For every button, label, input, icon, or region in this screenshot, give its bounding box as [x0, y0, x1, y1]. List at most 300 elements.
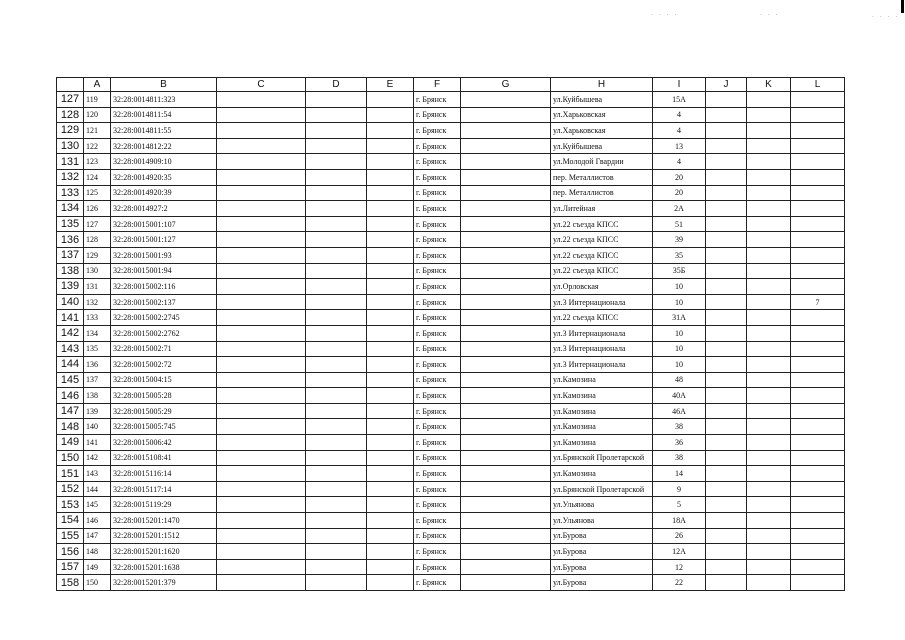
cell-k[interactable]	[747, 169, 791, 185]
cell-i[interactable]: 12	[653, 559, 706, 575]
cell-c[interactable]	[217, 247, 306, 263]
cell-f[interactable]: г. Брянск	[414, 185, 461, 201]
cell-i[interactable]: 35	[653, 247, 706, 263]
cell-h[interactable]: ул.Камозина	[551, 403, 653, 419]
cell-b[interactable]: 32:28:0015116:14	[111, 466, 217, 482]
cell-a[interactable]: 139	[84, 403, 111, 419]
row-number[interactable]: 152	[57, 481, 84, 497]
cell-d[interactable]	[306, 435, 367, 451]
cell-e[interactable]	[367, 279, 414, 295]
cell-l[interactable]	[791, 528, 845, 544]
cell-d[interactable]	[306, 154, 367, 170]
row-number[interactable]: 153	[57, 497, 84, 513]
cell-f[interactable]: г. Брянск	[414, 169, 461, 185]
cell-j[interactable]	[706, 544, 747, 560]
cell-j[interactable]	[706, 435, 747, 451]
cell-j[interactable]	[706, 201, 747, 217]
cell-h[interactable]: ул.Бурова	[551, 544, 653, 560]
cell-l[interactable]	[791, 341, 845, 357]
cell-e[interactable]	[367, 123, 414, 139]
row-number[interactable]: 155	[57, 528, 84, 544]
cell-a[interactable]: 129	[84, 247, 111, 263]
row-number[interactable]: 127	[57, 92, 84, 108]
cell-h[interactable]: ул.Камозина	[551, 419, 653, 435]
cell-g[interactable]	[461, 138, 551, 154]
cell-k[interactable]	[747, 247, 791, 263]
cell-k[interactable]	[747, 185, 791, 201]
cell-c[interactable]	[217, 403, 306, 419]
cell-k[interactable]	[747, 388, 791, 404]
cell-e[interactable]	[367, 357, 414, 373]
cell-l[interactable]	[791, 419, 845, 435]
cell-b[interactable]: 32:28:0015201:1638	[111, 559, 217, 575]
cell-f[interactable]: г. Брянск	[414, 232, 461, 248]
cell-e[interactable]	[367, 388, 414, 404]
cell-j[interactable]	[706, 419, 747, 435]
cell-e[interactable]	[367, 435, 414, 451]
cell-j[interactable]	[706, 497, 747, 513]
row-number[interactable]: 135	[57, 216, 84, 232]
cell-i[interactable]: 18А	[653, 513, 706, 529]
cell-e[interactable]	[367, 513, 414, 529]
cell-e[interactable]	[367, 497, 414, 513]
cell-g[interactable]	[461, 559, 551, 575]
cell-h[interactable]: ул.Куйбышева	[551, 92, 653, 108]
cell-l[interactable]	[791, 154, 845, 170]
cell-k[interactable]	[747, 310, 791, 326]
row-number[interactable]: 128	[57, 107, 84, 123]
cell-h[interactable]: ул.Камозина	[551, 388, 653, 404]
cell-g[interactable]	[461, 403, 551, 419]
cell-e[interactable]	[367, 575, 414, 591]
cell-l[interactable]	[791, 559, 845, 575]
cell-i[interactable]: 20	[653, 185, 706, 201]
cell-l[interactable]	[791, 575, 845, 591]
cell-l[interactable]	[791, 357, 845, 373]
cell-a[interactable]: 147	[84, 528, 111, 544]
cell-g[interactable]	[461, 419, 551, 435]
cell-h[interactable]: ул.Молодой Гвардии	[551, 154, 653, 170]
cell-i[interactable]: 10	[653, 357, 706, 373]
cell-k[interactable]	[747, 513, 791, 529]
cell-h[interactable]: ул.Бурова	[551, 528, 653, 544]
cell-l[interactable]	[791, 247, 845, 263]
cell-h[interactable]: ул.3 Интернационала	[551, 341, 653, 357]
cell-g[interactable]	[461, 169, 551, 185]
cell-j[interactable]	[706, 450, 747, 466]
cell-b[interactable]: 32:28:0015002:71	[111, 341, 217, 357]
cell-i[interactable]: 14	[653, 466, 706, 482]
cell-b[interactable]: 32:28:0014811:323	[111, 92, 217, 108]
cell-f[interactable]: г. Брянск	[414, 201, 461, 217]
cell-d[interactable]	[306, 294, 367, 310]
cell-c[interactable]	[217, 466, 306, 482]
cell-h[interactable]: ул.Харьковская	[551, 107, 653, 123]
cell-d[interactable]	[306, 325, 367, 341]
cell-d[interactable]	[306, 310, 367, 326]
cell-i[interactable]: 22	[653, 575, 706, 591]
cell-b[interactable]: 32:28:0015119:29	[111, 497, 217, 513]
row-number[interactable]: 129	[57, 123, 84, 139]
row-number[interactable]: 147	[57, 403, 84, 419]
cell-b[interactable]: 32:28:0015004:15	[111, 372, 217, 388]
cell-j[interactable]	[706, 481, 747, 497]
cell-i[interactable]: 10	[653, 279, 706, 295]
cell-c[interactable]	[217, 169, 306, 185]
cell-g[interactable]	[461, 372, 551, 388]
cell-f[interactable]: г. Брянск	[414, 435, 461, 451]
column-header-g[interactable]: G	[461, 78, 551, 92]
cell-h[interactable]: ул.Харьковская	[551, 123, 653, 139]
cell-k[interactable]	[747, 92, 791, 108]
cell-b[interactable]: 32:28:0015002:2745	[111, 310, 217, 326]
column-header-l[interactable]: L	[791, 78, 845, 92]
cell-l[interactable]	[791, 388, 845, 404]
cell-c[interactable]	[217, 528, 306, 544]
cell-e[interactable]	[367, 107, 414, 123]
cell-e[interactable]	[367, 419, 414, 435]
cell-b[interactable]: 32:28:0015001:107	[111, 216, 217, 232]
cell-i[interactable]: 4	[653, 107, 706, 123]
cell-l[interactable]	[791, 497, 845, 513]
row-number[interactable]: 146	[57, 388, 84, 404]
cell-g[interactable]	[461, 575, 551, 591]
cell-b[interactable]: 32:28:0015002:116	[111, 279, 217, 295]
cell-i[interactable]: 12А	[653, 544, 706, 560]
cell-h[interactable]: ул.Брянской Пролетарской	[551, 481, 653, 497]
cell-f[interactable]: г. Брянск	[414, 294, 461, 310]
cell-f[interactable]: г. Брянск	[414, 481, 461, 497]
cell-k[interactable]	[747, 216, 791, 232]
cell-h[interactable]: ул.Ульянова	[551, 513, 653, 529]
cell-i[interactable]: 35Б	[653, 263, 706, 279]
cell-b[interactable]: 32:28:0015005:745	[111, 419, 217, 435]
cell-h[interactable]: ул.22 съезда КПСС	[551, 263, 653, 279]
cell-b[interactable]: 32:28:0015108:41	[111, 450, 217, 466]
cell-b[interactable]: 32:28:0015005:29	[111, 403, 217, 419]
cell-e[interactable]	[367, 247, 414, 263]
cell-f[interactable]: г. Брянск	[414, 403, 461, 419]
column-header-c[interactable]: C	[217, 78, 306, 92]
cell-a[interactable]: 149	[84, 559, 111, 575]
cell-g[interactable]	[461, 310, 551, 326]
cell-i[interactable]: 46А	[653, 403, 706, 419]
cell-c[interactable]	[217, 450, 306, 466]
row-number[interactable]: 151	[57, 466, 84, 482]
cell-c[interactable]	[217, 372, 306, 388]
row-number[interactable]: 145	[57, 372, 84, 388]
cell-h[interactable]: ул.Литейная	[551, 201, 653, 217]
cell-f[interactable]: г. Брянск	[414, 154, 461, 170]
row-number[interactable]: 154	[57, 513, 84, 529]
cell-j[interactable]	[706, 513, 747, 529]
cell-j[interactable]	[706, 372, 747, 388]
cell-i[interactable]: 26	[653, 528, 706, 544]
cell-j[interactable]	[706, 216, 747, 232]
cell-k[interactable]	[747, 123, 791, 139]
row-number[interactable]: 140	[57, 294, 84, 310]
cell-g[interactable]	[461, 92, 551, 108]
cell-b[interactable]: 32:28:0014811:54	[111, 107, 217, 123]
cell-f[interactable]: г. Брянск	[414, 528, 461, 544]
cell-h[interactable]: ул.22 съезда КПСС	[551, 247, 653, 263]
cell-d[interactable]	[306, 388, 367, 404]
cell-a[interactable]: 138	[84, 388, 111, 404]
cell-f[interactable]: г. Брянск	[414, 325, 461, 341]
cell-i[interactable]: 38	[653, 450, 706, 466]
cell-j[interactable]	[706, 123, 747, 139]
cell-c[interactable]	[217, 263, 306, 279]
cell-f[interactable]: г. Брянск	[414, 388, 461, 404]
cell-j[interactable]	[706, 575, 747, 591]
cell-d[interactable]	[306, 279, 367, 295]
row-number[interactable]: 156	[57, 544, 84, 560]
cell-d[interactable]	[306, 481, 367, 497]
cell-a[interactable]: 125	[84, 185, 111, 201]
cell-e[interactable]	[367, 403, 414, 419]
cell-k[interactable]	[747, 372, 791, 388]
cell-l[interactable]	[791, 435, 845, 451]
cell-f[interactable]: г. Брянск	[414, 310, 461, 326]
cell-c[interactable]	[217, 481, 306, 497]
cell-a[interactable]: 137	[84, 372, 111, 388]
cell-k[interactable]	[747, 294, 791, 310]
cell-k[interactable]	[747, 279, 791, 295]
cell-a[interactable]: 122	[84, 138, 111, 154]
cell-g[interactable]	[461, 481, 551, 497]
cell-j[interactable]	[706, 185, 747, 201]
row-number[interactable]: 149	[57, 435, 84, 451]
cell-k[interactable]	[747, 450, 791, 466]
cell-b[interactable]: 32:28:0015201:1620	[111, 544, 217, 560]
cell-k[interactable]	[747, 403, 791, 419]
cell-b[interactable]: 32:28:0015201:1470	[111, 513, 217, 529]
cell-b[interactable]: 32:28:0015006:42	[111, 435, 217, 451]
cell-g[interactable]	[461, 279, 551, 295]
cell-d[interactable]	[306, 185, 367, 201]
cell-a[interactable]: 133	[84, 310, 111, 326]
cell-c[interactable]	[217, 216, 306, 232]
cell-d[interactable]	[306, 247, 367, 263]
cell-a[interactable]: 144	[84, 481, 111, 497]
cell-j[interactable]	[706, 357, 747, 373]
cell-e[interactable]	[367, 294, 414, 310]
cell-k[interactable]	[747, 544, 791, 560]
cell-g[interactable]	[461, 154, 551, 170]
cell-b[interactable]: 32:28:0014920:35	[111, 169, 217, 185]
cell-a[interactable]: 145	[84, 497, 111, 513]
row-number[interactable]: 157	[57, 559, 84, 575]
cell-g[interactable]	[461, 497, 551, 513]
cell-g[interactable]	[461, 123, 551, 139]
cell-d[interactable]	[306, 92, 367, 108]
cell-h[interactable]: ул.3 Интернационала	[551, 325, 653, 341]
cell-d[interactable]	[306, 201, 367, 217]
cell-f[interactable]: г. Брянск	[414, 559, 461, 575]
cell-c[interactable]	[217, 388, 306, 404]
cell-l[interactable]	[791, 201, 845, 217]
cell-e[interactable]	[367, 481, 414, 497]
cell-j[interactable]	[706, 466, 747, 482]
cell-k[interactable]	[747, 341, 791, 357]
cell-d[interactable]	[306, 403, 367, 419]
cell-j[interactable]	[706, 325, 747, 341]
cell-i[interactable]: 48	[653, 372, 706, 388]
cell-l[interactable]	[791, 544, 845, 560]
cell-c[interactable]	[217, 138, 306, 154]
cell-j[interactable]	[706, 310, 747, 326]
cell-h[interactable]: ул.3 Интернационала	[551, 357, 653, 373]
cell-f[interactable]: г. Брянск	[414, 419, 461, 435]
cell-i[interactable]: 4	[653, 154, 706, 170]
cell-d[interactable]	[306, 341, 367, 357]
cell-g[interactable]	[461, 201, 551, 217]
row-number[interactable]: 143	[57, 341, 84, 357]
cell-h[interactable]: ул.Куйбышева	[551, 138, 653, 154]
cell-k[interactable]	[747, 138, 791, 154]
row-number[interactable]: 141	[57, 310, 84, 326]
cell-a[interactable]: 124	[84, 169, 111, 185]
cell-l[interactable]	[791, 92, 845, 108]
cell-f[interactable]: г. Брянск	[414, 263, 461, 279]
cell-c[interactable]	[217, 544, 306, 560]
cell-f[interactable]: г. Брянск	[414, 247, 461, 263]
cell-d[interactable]	[306, 497, 367, 513]
cell-i[interactable]: 5	[653, 497, 706, 513]
column-header-a[interactable]: A	[84, 78, 111, 92]
cell-j[interactable]	[706, 559, 747, 575]
cell-i[interactable]: 39	[653, 232, 706, 248]
cell-k[interactable]	[747, 107, 791, 123]
cell-g[interactable]	[461, 247, 551, 263]
cell-i[interactable]: 40А	[653, 388, 706, 404]
cell-i[interactable]: 9	[653, 481, 706, 497]
cell-j[interactable]	[706, 263, 747, 279]
row-number[interactable]: 138	[57, 263, 84, 279]
cell-e[interactable]	[367, 544, 414, 560]
cell-j[interactable]	[706, 232, 747, 248]
cell-h[interactable]: ул.Ульянова	[551, 497, 653, 513]
cell-i[interactable]: 2А	[653, 201, 706, 217]
cell-j[interactable]	[706, 154, 747, 170]
cell-j[interactable]	[706, 341, 747, 357]
cell-e[interactable]	[367, 372, 414, 388]
cell-f[interactable]: г. Брянск	[414, 575, 461, 591]
cell-f[interactable]: г. Брянск	[414, 544, 461, 560]
row-number[interactable]: 133	[57, 185, 84, 201]
row-number[interactable]: 142	[57, 325, 84, 341]
cell-h[interactable]: пер. Металлистов	[551, 185, 653, 201]
cell-l[interactable]	[791, 481, 845, 497]
cell-a[interactable]: 128	[84, 232, 111, 248]
cell-c[interactable]	[217, 154, 306, 170]
cell-b[interactable]: 32:28:0015001:93	[111, 247, 217, 263]
cell-a[interactable]: 131	[84, 279, 111, 295]
cell-b[interactable]: 32:28:0015002:2762	[111, 325, 217, 341]
cell-l[interactable]	[791, 403, 845, 419]
cell-e[interactable]	[367, 185, 414, 201]
cell-h[interactable]: ул.22 съезда КПСС	[551, 216, 653, 232]
cell-d[interactable]	[306, 138, 367, 154]
cell-h[interactable]: ул.Орловская	[551, 279, 653, 295]
cell-c[interactable]	[217, 513, 306, 529]
cell-k[interactable]	[747, 481, 791, 497]
cell-a[interactable]: 119	[84, 92, 111, 108]
cell-g[interactable]	[461, 388, 551, 404]
cell-d[interactable]	[306, 419, 367, 435]
cell-i[interactable]: 10	[653, 294, 706, 310]
cell-l[interactable]	[791, 107, 845, 123]
cell-a[interactable]: 143	[84, 466, 111, 482]
cell-c[interactable]	[217, 559, 306, 575]
cell-a[interactable]: 141	[84, 435, 111, 451]
cell-b[interactable]: 32:28:0015001:94	[111, 263, 217, 279]
cell-i[interactable]: 31А	[653, 310, 706, 326]
cell-b[interactable]: 32:28:0014812:22	[111, 138, 217, 154]
cell-i[interactable]: 38	[653, 419, 706, 435]
cell-i[interactable]: 20	[653, 169, 706, 185]
cell-e[interactable]	[367, 263, 414, 279]
cell-h[interactable]: ул.Брянской Пролетарской	[551, 450, 653, 466]
column-header-e[interactable]: E	[367, 78, 414, 92]
row-number[interactable]: 132	[57, 169, 84, 185]
cell-e[interactable]	[367, 559, 414, 575]
cell-i[interactable]: 51	[653, 216, 706, 232]
cell-l[interactable]	[791, 310, 845, 326]
cell-d[interactable]	[306, 107, 367, 123]
cell-b[interactable]: 32:28:0014927:2	[111, 201, 217, 217]
cell-a[interactable]: 136	[84, 357, 111, 373]
cell-c[interactable]	[217, 185, 306, 201]
cell-f[interactable]: г. Брянск	[414, 92, 461, 108]
cell-f[interactable]: г. Брянск	[414, 450, 461, 466]
cell-e[interactable]	[367, 92, 414, 108]
row-number[interactable]: 136	[57, 232, 84, 248]
cell-e[interactable]	[367, 201, 414, 217]
cell-d[interactable]	[306, 450, 367, 466]
cell-a[interactable]: 146	[84, 513, 111, 529]
cell-b[interactable]: 32:28:0014920:39	[111, 185, 217, 201]
cell-k[interactable]	[747, 528, 791, 544]
cell-b[interactable]: 32:28:0015117:14	[111, 481, 217, 497]
row-number[interactable]: 131	[57, 154, 84, 170]
cell-e[interactable]	[367, 341, 414, 357]
cell-g[interactable]	[461, 107, 551, 123]
cell-f[interactable]: г. Брянск	[414, 216, 461, 232]
cell-k[interactable]	[747, 559, 791, 575]
cell-k[interactable]	[747, 435, 791, 451]
cell-f[interactable]: г. Брянск	[414, 341, 461, 357]
cell-a[interactable]: 123	[84, 154, 111, 170]
cell-f[interactable]: г. Брянск	[414, 372, 461, 388]
cell-g[interactable]	[461, 341, 551, 357]
cell-l[interactable]	[791, 185, 845, 201]
cell-a[interactable]: 126	[84, 201, 111, 217]
cell-l[interactable]	[791, 169, 845, 185]
cell-j[interactable]	[706, 169, 747, 185]
cell-a[interactable]: 142	[84, 450, 111, 466]
cell-c[interactable]	[217, 92, 306, 108]
cell-a[interactable]: 134	[84, 325, 111, 341]
cell-b[interactable]: 32:28:0015002:137	[111, 294, 217, 310]
cell-c[interactable]	[217, 279, 306, 295]
cell-a[interactable]: 150	[84, 575, 111, 591]
cell-d[interactable]	[306, 575, 367, 591]
cell-l[interactable]	[791, 450, 845, 466]
cell-i[interactable]: 10	[653, 341, 706, 357]
cell-g[interactable]	[461, 450, 551, 466]
cell-l[interactable]	[791, 372, 845, 388]
